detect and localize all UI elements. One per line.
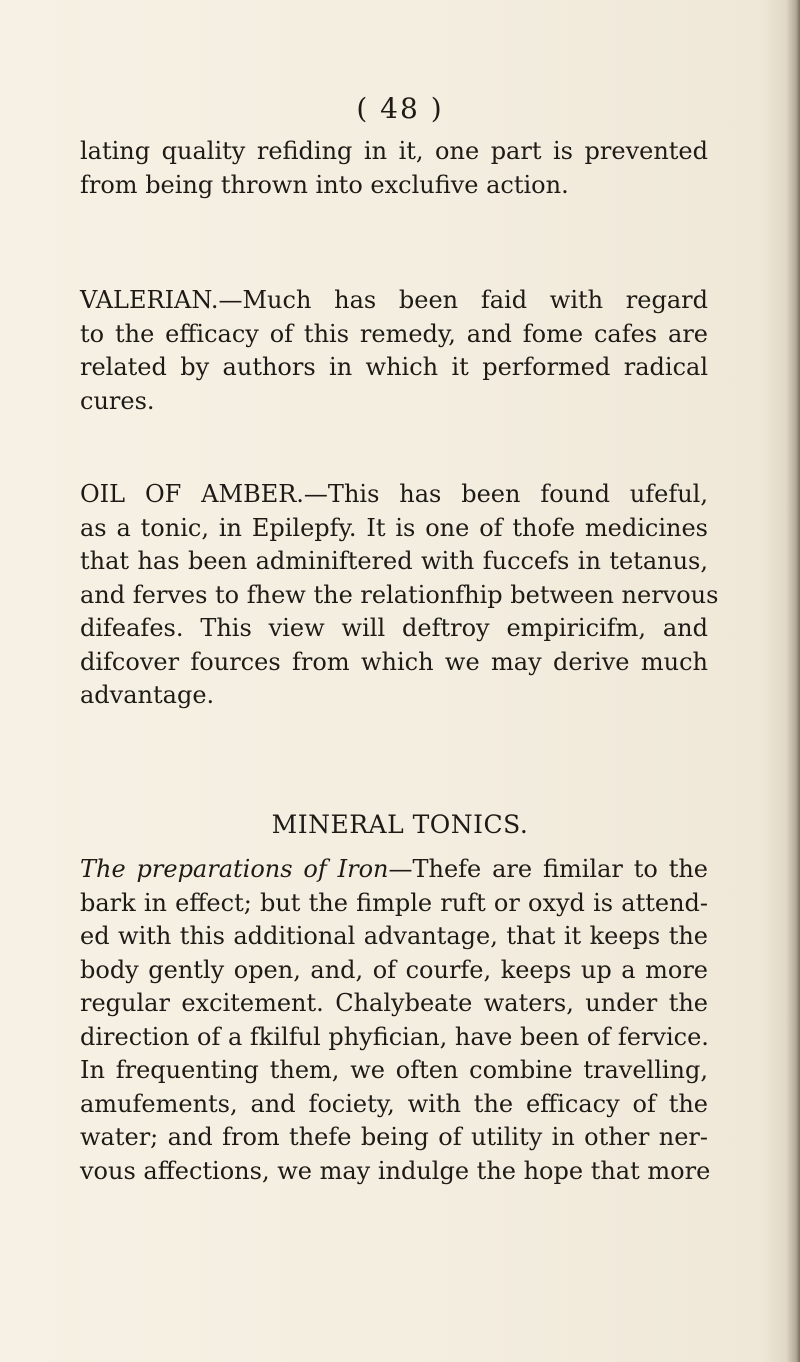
- text-line-first: [80, 853, 708, 887]
- text-line: advantage.: [80, 681, 215, 709]
- text-line: body gently open, and, of courfe, keeps up a more: [80, 955, 708, 984]
- text-line: regular excitement. Chalybeate waters, under the: [80, 989, 708, 1017]
- text-line: vous affections, we may indulge the hope that more: [80, 1156, 711, 1185]
- text-line: and ferves to fhew the relationfhip between nervous: [80, 580, 719, 609]
- text-line: ed with this additional advantage, that it keeps the: [80, 922, 708, 950]
- section-heading: MINERAL TONICS.: [271, 810, 529, 839]
- text-line: In frequenting them, we often combine travelling,: [80, 1056, 708, 1084]
- paragraph-continuation: [80, 135, 708, 202]
- text-line: OIL OF AMBER.—This has been found ufeful,: [80, 480, 708, 508]
- text-line: related by authors in which it performed radical: [80, 353, 708, 381]
- paragraph-oil-of-amber: [80, 478, 719, 713]
- text-line: cures.: [80, 386, 155, 415]
- page-number: ( 48 ): [356, 92, 444, 125]
- text-line: VALERIAN.—Much has been faid with regard: [80, 286, 708, 314]
- paragraph-iron: [80, 853, 711, 1188]
- text-line: difeafes. This view will deftroy empiricifm, and: [80, 614, 708, 642]
- text-line: as a tonic, in Epilepfy. It is one of thofe medicines: [80, 513, 708, 542]
- text-line: water; and from thefe being of utility in other ner-: [80, 1123, 708, 1151]
- italic-lead: The preparations of Iron: [80, 855, 389, 883]
- text-line: amufements, and fociety, with the efficacy of the: [80, 1089, 708, 1118]
- text-line: to the efficacy of this remedy, and fome cafes are: [80, 319, 708, 348]
- text-line-rest: —Thefe are fimilar to the: [388, 855, 708, 883]
- text-line: lating quality refiding in it, one part is prevented: [80, 137, 708, 165]
- paragraph-valerian: [80, 284, 708, 418]
- text-line: difcover fources from which we may derive much: [80, 647, 708, 676]
- page-edge-shadow: [786, 0, 800, 1362]
- text-line: from being thrown into exclufive action.: [80, 170, 569, 199]
- text-line: direction of a fkilful phyfician, have been of fervice.: [80, 1022, 709, 1051]
- text-line: bark in effect; but the fimple ruft or oxyd is attend-: [80, 888, 708, 917]
- text-line: that has been adminiftered with fuccefs in tetanus,: [80, 547, 708, 575]
